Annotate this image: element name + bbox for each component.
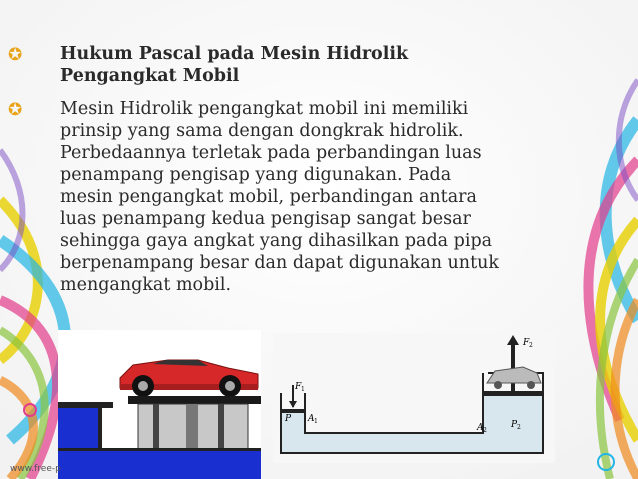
label-a2-sub: 2 xyxy=(483,427,487,434)
label-a1-sub: 1 xyxy=(314,418,318,425)
label-a1: A xyxy=(308,414,315,424)
label-f1-sub: 1 xyxy=(301,386,305,393)
ring-bullet-icon: ✪ xyxy=(8,45,23,65)
hydraulic-schematic xyxy=(273,333,555,463)
footer-url: www.free-p xyxy=(10,464,61,474)
bullet-title-text: Hukum Pascal pada Mesin Hidrolik Pengangkat Mobil xyxy=(60,44,409,86)
car-lift-illustration xyxy=(58,330,261,479)
ring-bullet-icon: ✪ xyxy=(8,100,23,120)
label-f1: F xyxy=(295,382,302,392)
label-p: P xyxy=(285,414,292,424)
bullet-body-text: Mesin Hidrolik pengangkat mobil ini memiliki prinsip yang sama dengan dongkrak hidrolik. Perbedaannya terletak pada perbandingan luas penampang pengisap yang digunakan. Pada mesin pengangkat mobil, perbandingan antara luas penampang kedua pengisap sangat besar sehingga gaya angkat yang dihasilkan pada pipa berpenampang besar dan dapat digunakan untuk mengangkat mobil. xyxy=(60,99,499,295)
label-p2: P xyxy=(511,420,518,430)
label-f2: F xyxy=(523,338,530,348)
label-p2-sub: 2 xyxy=(517,424,521,431)
label-a2: A xyxy=(477,423,484,433)
label-f2-sub: 2 xyxy=(529,342,533,349)
